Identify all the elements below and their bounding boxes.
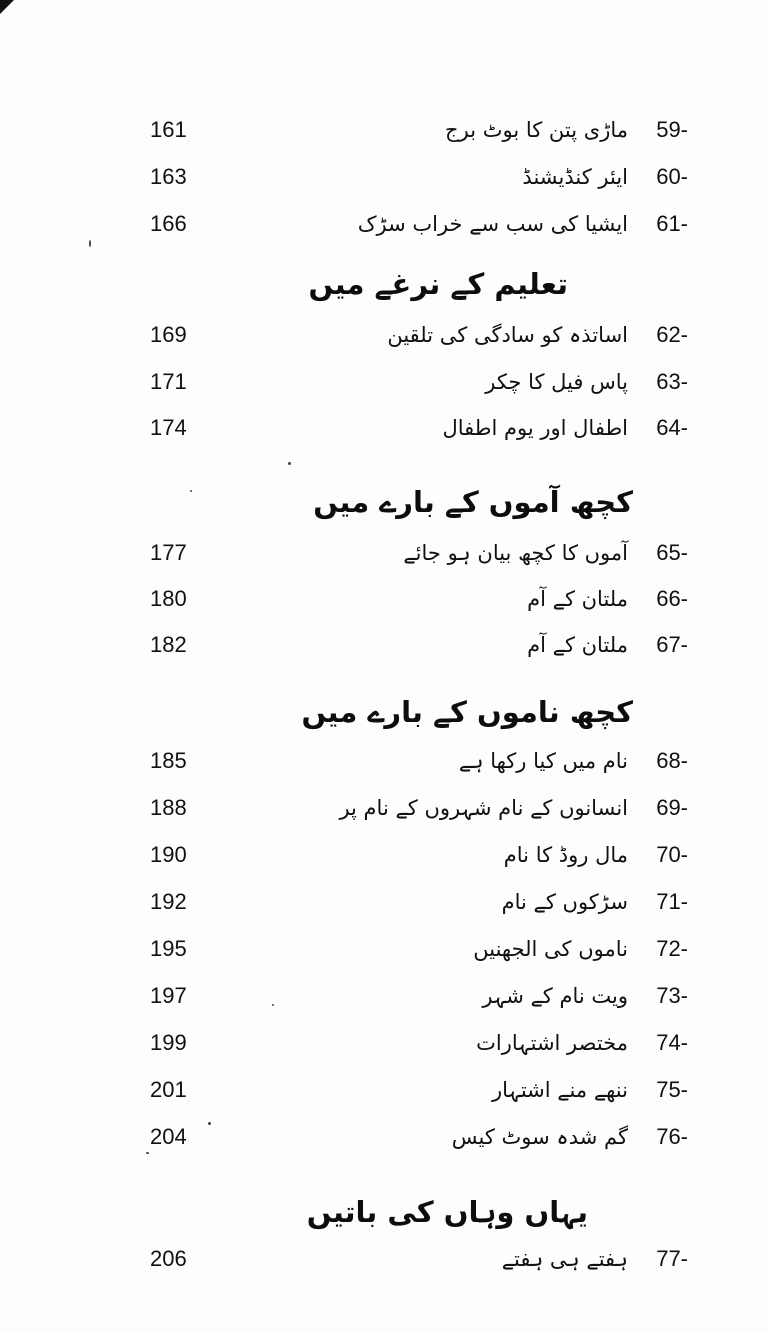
entry-number: 63- (656, 369, 688, 394)
page-number: 204 (150, 1124, 187, 1149)
entry-title: اطفال اور یوم اطفال (442, 416, 628, 440)
entry-title: گم شدہ سوٹ کیس (451, 1125, 628, 1149)
page-number: 161 (150, 117, 187, 142)
entry-title: ملتان کے آم (527, 633, 628, 657)
page-number: 188 (150, 795, 187, 820)
toc-entry[interactable] (0, 1070, 768, 1110)
page-number: 185 (150, 748, 187, 773)
section-heading: تعلیم کے نرغے میں (308, 267, 568, 301)
toc-entry[interactable] (0, 625, 768, 665)
page-number: 171 (150, 369, 187, 394)
toc-entry[interactable] (0, 533, 768, 573)
page-number: 195 (150, 936, 187, 961)
scan-speck (190, 490, 192, 492)
entry-title: اساتذہ کو سادگی کی تلقین (387, 323, 628, 347)
entry-number: 74- (656, 1030, 688, 1055)
entry-title: پاس فیل کا چکر (485, 370, 628, 394)
entry-title: مختصر اشتہارات (476, 1031, 628, 1055)
page-number: 182 (150, 632, 187, 657)
toc-entry[interactable] (0, 1023, 768, 1063)
toc-entry[interactable] (0, 788, 768, 828)
toc-entry[interactable] (0, 579, 768, 619)
entry-number: 76- (656, 1124, 688, 1149)
page-number: 166 (150, 211, 187, 236)
entry-number: 77- (656, 1246, 688, 1271)
toc-entry[interactable] (0, 741, 768, 781)
entry-title: سڑکوں کے نام (501, 890, 628, 914)
toc-entry[interactable] (0, 1239, 768, 1279)
entry-number: 64- (656, 415, 688, 440)
page-number: 169 (150, 322, 187, 347)
entry-number: 72- (656, 936, 688, 961)
entry-title: انسانوں کے نام شہروں کے نام پر (339, 796, 628, 820)
entry-title: ماڑی پتن کا بوٹ برج (445, 118, 628, 142)
entry-number: 75- (656, 1077, 688, 1102)
toc-entry[interactable] (0, 1117, 768, 1157)
entry-title: نام میں کیا رکھا ہے (458, 749, 628, 773)
page-number: 177 (150, 540, 187, 565)
entry-number: 68- (656, 748, 688, 773)
toc-entry[interactable] (0, 157, 768, 197)
entry-number: 59- (656, 117, 688, 142)
entry-title: ویت نام کے شہر (482, 984, 628, 1008)
entry-number: 62- (656, 322, 688, 347)
toc-entry[interactable] (0, 882, 768, 922)
entry-title: ملتان کے آم (527, 587, 628, 611)
entry-number: 73- (656, 983, 688, 1008)
entry-number: 60- (656, 164, 688, 189)
entry-number: 71- (656, 889, 688, 914)
entry-number: 70- (656, 842, 688, 867)
entry-title: ہفتے ہی ہفتے (501, 1247, 628, 1271)
page-number: 201 (150, 1077, 187, 1102)
section-heading: کچھ ناموں کے بارے میں (301, 695, 633, 729)
toc-entry[interactable] (0, 835, 768, 875)
toc-entry[interactable] (0, 110, 768, 150)
entry-number: 66- (656, 586, 688, 611)
entry-number: 61- (656, 211, 688, 236)
entry-title: ایشیا کی سب سے خراب سڑک (357, 212, 628, 236)
entry-number: 65- (656, 540, 688, 565)
entry-title: مال روڈ کا نام (503, 843, 628, 867)
entry-title: ناموں کی الجھنیں (473, 937, 628, 961)
page-number: 206 (150, 1246, 187, 1271)
entry-title: آموں کا کچھ بیان ہو جائے (403, 541, 628, 565)
page-number: 199 (150, 1030, 187, 1055)
page-number: 163 (150, 164, 187, 189)
entry-number: 69- (656, 795, 688, 820)
toc-entry[interactable] (0, 362, 768, 402)
page-number: 180 (150, 586, 187, 611)
page-number: 174 (150, 415, 187, 440)
toc-entry[interactable] (0, 929, 768, 969)
section-heading: کچھ آموں کے بارے میں (313, 485, 633, 519)
entry-title: ننھے منے اشتہار (491, 1078, 628, 1102)
scan-speck (288, 462, 291, 465)
section-heading: یہاں وہاں کی باتیں (306, 1195, 588, 1229)
page-number: 192 (150, 889, 187, 914)
toc-entry[interactable] (0, 204, 768, 244)
toc-entry[interactable] (0, 408, 768, 448)
corner-mark (0, 0, 14, 14)
toc-entry[interactable] (0, 976, 768, 1016)
toc-entry[interactable] (0, 315, 768, 355)
entry-title: ایئر کنڈیشنڈ (522, 165, 628, 189)
entry-number: 67- (656, 632, 688, 657)
page-number: 197 (150, 983, 187, 1008)
page-number: 190 (150, 842, 187, 867)
